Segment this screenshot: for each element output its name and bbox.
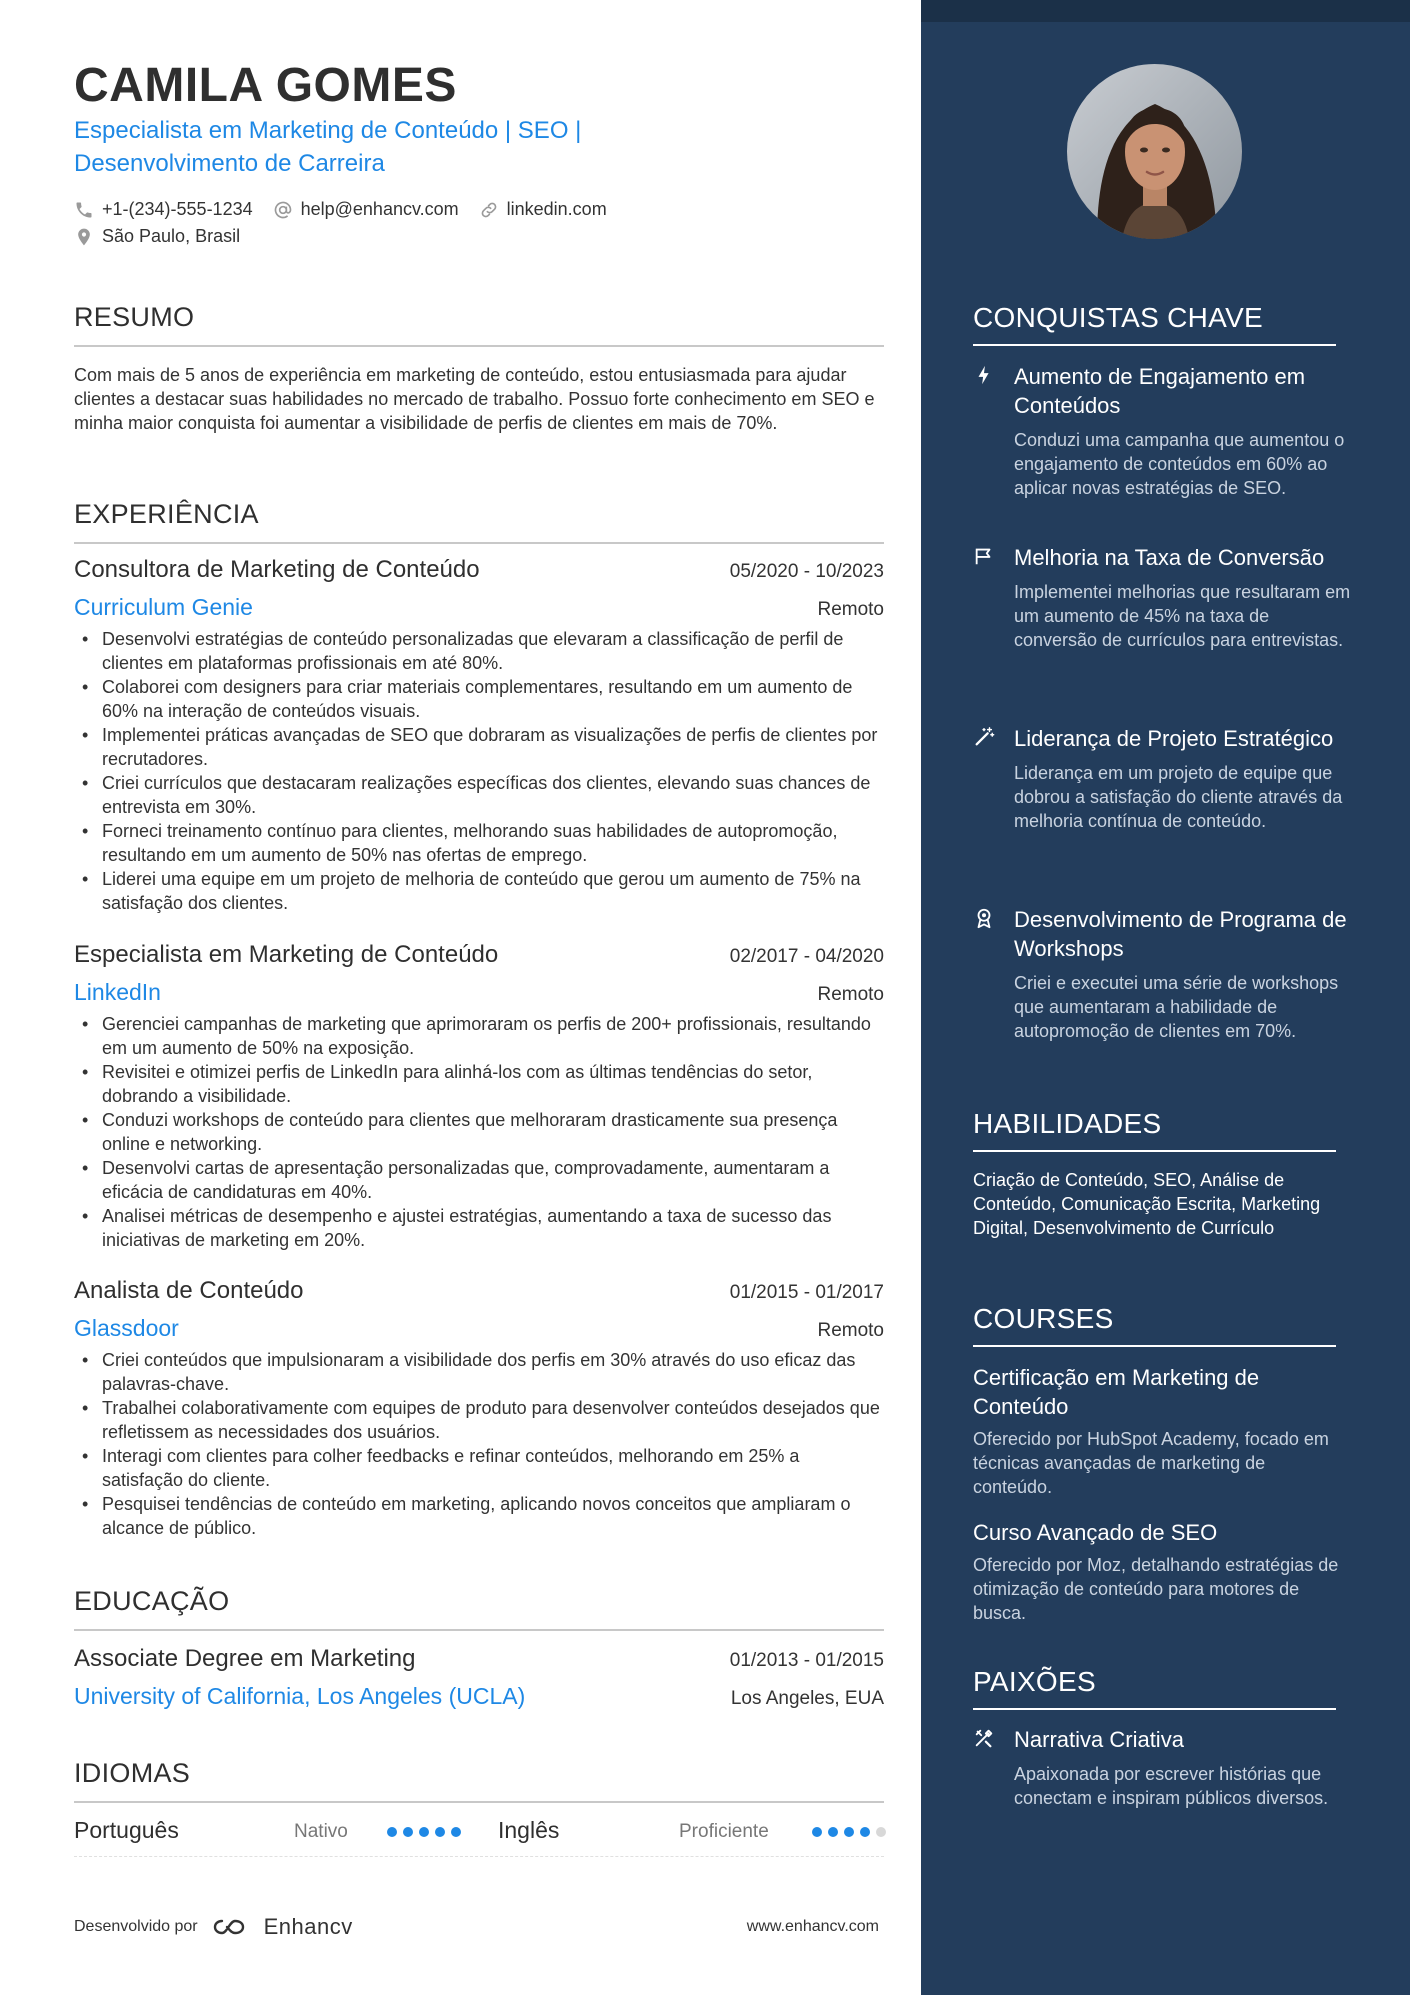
skills-heading: HABILIDADES <box>973 1108 1336 1152</box>
job-role: Especialista em Marketing de Conteúdo <box>74 941 499 968</box>
passion-item <box>973 1725 1353 1810</box>
achievement-desc: Conduzi uma campanha que aumentou o engajamento de conteúdos em 60% ao aplicar novas estratégias de SEO. <box>1014 430 1345 498</box>
bullet-item: • Forneci treinamento contínuo para clientes, melhorando suas habilidades de autopromoção, resultando em um aumento de 50% nas ofertas de emprego. <box>74 819 884 867</box>
summary-text: Com mais de 5 anos de experiência em marketing de conteúdo, estou entusiasmada para ajudar clientes a destacar suas habilidades no mercado de trabalho. Possuo forte conhecimento em SEO e minha maior conquista foi aumentar a visibilidade de perfis de clientes em mais de 70%. <box>74 365 875 433</box>
bullet-item: • Colaborei com designers para criar materiais complementares, resultando em um aumento de 60% na interação de conteúdos visuais. <box>74 675 884 723</box>
bullet-item: • Revisitei e otimizei perfis de LinkedIn para alinhá-los com as últimas tendências do setor, dobrando a visibilidade. <box>74 1060 884 1108</box>
language-rating <box>812 1827 892 1837</box>
job-location: Remoto <box>817 1320 884 1341</box>
course-title: Curso Avançado de SEO <box>973 1520 1218 1545</box>
email-contact[interactable] <box>273 199 459 220</box>
job-role: Analista de Conteúdo <box>74 1277 304 1304</box>
at-icon <box>273 200 293 220</box>
language-name: Português <box>74 1817 179 1843</box>
bullet-item: • Desenvolvi cartas de apresentação personalizadas que, comprovadamente, aumentaram a eficácia de candidaturas em 40%. <box>74 1156 884 1204</box>
footer-brand <box>74 1914 353 1940</box>
achievement-item <box>973 543 1353 652</box>
skills-text: Criação de Conteúdo, SEO, Análise de Conteúdo, Comunicação Escrita, Marketing Digital, Desenvolvimento de Currículo <box>973 1170 1321 1238</box>
achievement-desc: Implementei melhorias que resultaram em um aumento de 45% na taxa de conversão de currículos para entrevistas. <box>1014 582 1351 650</box>
location-text: São Paulo, Brasil <box>102 226 241 246</box>
bullet-item: • Criei currículos que destacaram realizações específicas dos clientes, elevando suas chances de entrevista em 30%. <box>74 771 884 819</box>
languages-list <box>74 1817 884 1857</box>
footer <box>74 1914 879 1940</box>
rating-dot-filled <box>387 1827 397 1837</box>
achievement-desc: Liderança em um projeto de equipe que dobrou a satisfação do cliente através da melhoria contínua de conteúdo. <box>1014 763 1343 831</box>
job-company[interactable]: LinkedIn <box>74 979 161 1005</box>
flag-icon <box>973 545 995 567</box>
phone-icon <box>74 200 94 220</box>
job-company[interactable]: Curriculum Genie <box>74 594 253 620</box>
education-school[interactable]: University of California, Los Angeles (UCLA) <box>74 1683 526 1709</box>
magic-wand-icon <box>973 726 995 748</box>
language-rating <box>387 1827 467 1837</box>
award-icon <box>973 907 995 929</box>
achievement-item <box>973 724 1353 833</box>
education-entry <box>74 1645 884 1710</box>
passion-title: Narrativa Criativa <box>1014 1727 1184 1752</box>
education-dates: 01/2013 - 01/2015 <box>729 1650 884 1671</box>
email-text: help@enhancv.com <box>300 199 459 219</box>
courses-heading: COURSES <box>973 1303 1336 1347</box>
experience-heading: EXPERIÊNCIA <box>74 499 884 544</box>
achievement-item <box>973 362 1353 500</box>
enhancv-logo-icon <box>210 1915 256 1939</box>
rating-dot-filled <box>812 1827 822 1837</box>
job-bullets <box>74 627 884 915</box>
sidebar <box>921 0 1410 1995</box>
bullet-item: • Trabalhei colaborativamente com equipes de produto para desenvolver conteúdos desejados que refletissem as necessidades dos usuários. <box>74 1396 884 1444</box>
job-bullets <box>74 1012 884 1252</box>
tools-icon <box>973 1727 995 1749</box>
job-bullets <box>74 1348 884 1540</box>
achievement-title: Aumento de Engajamento em Conteúdos <box>1014 364 1306 418</box>
link-icon <box>479 200 499 220</box>
language-name: Inglês <box>498 1817 560 1843</box>
job-location: Remoto <box>817 599 884 620</box>
education-degree: Associate Degree em Marketing <box>74 1645 416 1672</box>
sidebar-top-band <box>921 0 1410 22</box>
linkedin-text: linkedin.com <box>506 199 607 219</box>
bullet-item: • Liderei uma equipe em um projeto de melhoria de conteúdo que gerou um aumento de 75% na satisfação dos clientes. <box>74 867 884 915</box>
bullet-item: • Interagi com clientes para colher feedbacks e refinar conteúdos, melhorando em 25% a satisfação do cliente. <box>74 1444 884 1492</box>
bullet-item: • Desenvolvi estratégias de conteúdo personalizadas que elevaram a classificação de perfil de clientes em plataformas profissionais em até 80%. <box>74 627 884 675</box>
education-heading: EDUCAÇÃO <box>74 1586 884 1631</box>
rating-dot-filled <box>419 1827 429 1837</box>
summary-heading: RESUMO <box>74 302 884 347</box>
language-level: Nativo <box>294 1821 348 1842</box>
rating-dot-filled <box>435 1827 445 1837</box>
job-role: Consultora de Marketing de Conteúdo <box>74 556 480 583</box>
rating-dot-filled <box>844 1827 854 1837</box>
achievement-item <box>973 905 1353 1043</box>
location-contact <box>74 226 240 247</box>
lightning-icon <box>973 364 995 386</box>
rating-dot-empty <box>876 1827 886 1837</box>
job-company[interactable]: Glassdoor <box>74 1315 179 1341</box>
phone-contact[interactable] <box>74 199 253 220</box>
footer-brand-name: Enhancv <box>263 1914 353 1939</box>
profile-photo <box>1067 64 1242 239</box>
bullet-item: • Conduzi workshops de conteúdo para clientes que melhoraram drasticamente sua presença online e networking. <box>74 1108 884 1156</box>
bullet-item: • Gerenciei campanhas de marketing que aprimoraram os perfis de 200+ profissionais, resultando em um aumento de 50% na exposição. <box>74 1012 884 1060</box>
languages-heading: IDIOMAS <box>74 1758 884 1803</box>
rating-dot-filled <box>403 1827 413 1837</box>
education-location: Los Angeles, EUA <box>730 1688 884 1709</box>
job-entry <box>74 941 884 1252</box>
candidate-name: CAMILA GOMES <box>74 59 457 112</box>
job-dates: 05/2020 - 10/2023 <box>729 561 884 582</box>
rating-dot-filled <box>860 1827 870 1837</box>
candidate-title: Especialista em Marketing de Conteúdo | SEO | Desenvolvimento de Carreira <box>74 117 582 177</box>
location-pin-icon <box>74 227 94 247</box>
language-level: Proficiente <box>679 1821 769 1842</box>
linkedin-contact[interactable] <box>479 199 607 220</box>
achievement-title: Melhoria na Taxa de Conversão <box>1014 545 1325 570</box>
bullet-item: • Pesquisei tendências de conteúdo em marketing, aplicando novos conceitos que ampliaram o alcance de público. <box>74 1492 884 1540</box>
bullet-item: • Analisei métricas de desempenho e ajustei estratégias, aumentando a taxa de sucesso das iniciativas de marketing em 20%. <box>74 1204 884 1252</box>
job-dates: 02/2017 - 04/2020 <box>729 946 884 967</box>
passion-desc: Apaixonada por escrever histórias que conectam e inspiram públicos diversos. <box>1014 1764 1329 1808</box>
achievement-desc: Criei e executei uma série de workshops que aumentaram a habilidade de autopromoção de clientes em 70%. <box>1014 973 1339 1041</box>
phone-text: +1-(234)-555-1234 <box>102 199 253 219</box>
contact-info <box>74 196 794 250</box>
footer-made-by: Desenvolvido por <box>74 1918 198 1935</box>
job-entry <box>74 1277 884 1540</box>
job-entry <box>74 556 884 915</box>
course-item <box>973 1363 1348 1499</box>
portrait-image <box>1067 64 1242 239</box>
passions-heading: PAIXÕES <box>973 1666 1336 1710</box>
bullet-item: • Implementei práticas avançadas de SEO que dobraram as visualizações de perfis de clientes por recrutadores. <box>74 723 884 771</box>
job-location: Remoto <box>817 984 884 1005</box>
course-title: Certificação em Marketing de Conteúdo <box>973 1365 1260 1419</box>
job-dates: 01/2015 - 01/2017 <box>729 1282 884 1303</box>
rating-dot-filled <box>828 1827 838 1837</box>
rating-dot-filled <box>451 1827 461 1837</box>
course-desc: Oferecido por Moz, detalhando estratégias de otimização de conteúdo para motores de busca. <box>973 1555 1339 1623</box>
achievement-title: Desenvolvimento de Programa de Workshops <box>1014 907 1347 961</box>
course-item <box>973 1518 1348 1625</box>
course-desc: Oferecido por HubSpot Academy, focado em técnicas avançadas de marketing de conteúdo. <box>973 1429 1329 1497</box>
bullet-item: • Criei conteúdos que impulsionaram a visibilidade dos perfis em 30% através do uso eficaz das palavras-chave. <box>74 1348 884 1396</box>
footer-website[interactable]: www.enhancv.com <box>746 1918 879 1935</box>
achievement-title: Liderança de Projeto Estratégico <box>1014 726 1334 751</box>
achievements-heading: CONQUISTAS CHAVE <box>973 302 1336 346</box>
